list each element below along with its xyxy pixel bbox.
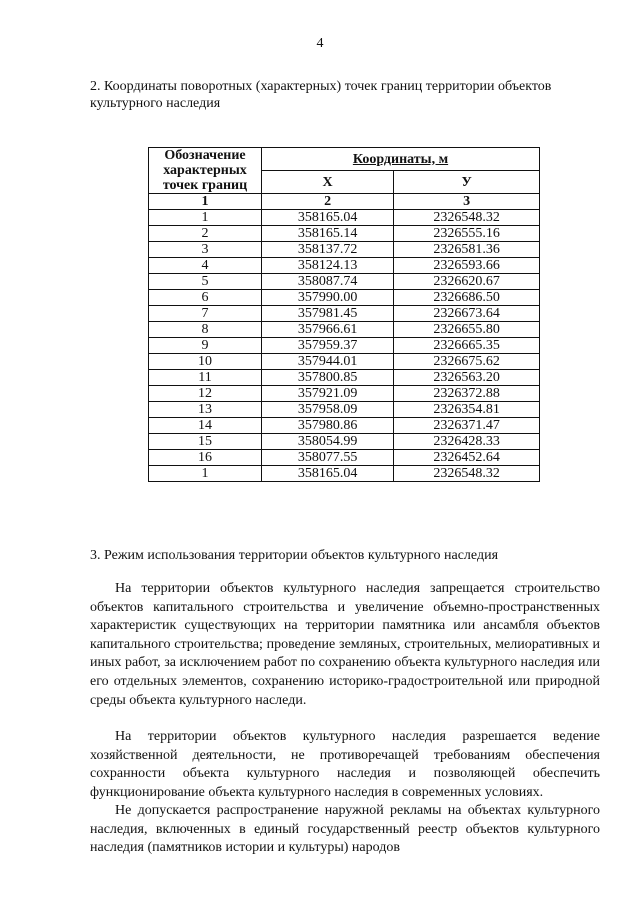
x-cell: 358124.13 [262,258,394,274]
page-number: 4 [316,36,324,51]
table-row [149,418,540,434]
y-cell: 2326428.33 [394,434,540,450]
column-number-1: 1 [149,194,262,210]
x-cell: 358165.04 [262,466,394,482]
point-cell: 1 [149,210,262,226]
table-row [149,370,540,386]
y-cell: 2326593.66 [394,258,540,274]
point-cell: 8 [149,322,262,338]
y-cell: 2326372.88 [394,386,540,402]
table-row [149,226,540,242]
y-cell: 2326354.81 [394,402,540,418]
table-row [149,306,540,322]
y-cell: 2326665.35 [394,338,540,354]
section-3-heading: 3. Режим использования территории объектов культурного наследия [90,548,499,563]
paragraph-text: На территории объектов культурного наследия запрещается строительство объектов капитального строительства и увеличение объемно-пространственных характеристик существующих на территории памятника или ансамбля объектов капитального строительства; проведение земляных, строительных, мелиоративных и иных работ, за исключением работ по сохранению объекта культурного наследия или его отдельных элементов, сохранению историко-градостроительной или природной среды объекта культурного наследи. [90,581,600,708]
table-row [149,274,540,290]
point-cell: 13 [149,402,262,418]
table-row [149,322,540,338]
point-cell: 12 [149,386,262,402]
x-cell: 357959.37 [262,338,394,354]
x-cell: 357981.45 [262,306,394,322]
y-cell: 2326675.62 [394,354,540,370]
point-cell: 5 [149,274,262,290]
point-cell: 9 [149,338,262,354]
table-row [149,386,540,402]
header-x: X [262,171,394,194]
x-cell: 357800.85 [262,370,394,386]
y-cell: 2326655.80 [394,322,540,338]
table-row [149,466,540,482]
point-cell: 15 [149,434,262,450]
column-number-3: 3 [394,194,540,210]
point-cell: 6 [149,290,262,306]
x-cell: 358087.74 [262,274,394,290]
point-cell: 14 [149,418,262,434]
y-cell: 2326555.16 [394,226,540,242]
point-cell: 2 [149,226,262,242]
paragraph-prohibitions [90,580,600,710]
y-cell: 2326452.64 [394,450,540,466]
x-cell: 357944.01 [262,354,394,370]
table-row [149,338,540,354]
paragraph-permitted-activity [90,728,600,802]
y-cell: 2326548.32 [394,466,540,482]
point-cell: 3 [149,242,262,258]
y-cell: 2326371.47 [394,418,540,434]
table-row [149,210,540,226]
table-row [149,450,540,466]
header-y: У [394,171,540,194]
x-cell: 358137.72 [262,242,394,258]
paragraph-text: На территории объектов культурного наследия разрешается ведение хозяйственной деятельности, не противоречащей требованиям обеспечения сохранности объекта культурного наследия и позволяющей обеспечить функционирование объекта культурного наследия в современных условиях. [90,729,600,800]
point-cell: 4 [149,258,262,274]
x-cell: 358165.04 [262,210,394,226]
header-coordinates: Координаты, м [262,148,540,171]
table-row [149,354,540,370]
section-2-heading: 2. Координаты поворотных (характерных) точек границ территории объектов культурного наследия [90,79,552,111]
table-row [149,258,540,274]
y-cell: 2326563.20 [394,370,540,386]
table-row [149,290,540,306]
x-cell: 357966.61 [262,322,394,338]
y-cell: 2326548.32 [394,210,540,226]
header-point-label: Обозначение характерных точек границ [149,148,262,194]
table-row [149,402,540,418]
coordinates-table [148,147,540,482]
paragraph-text: Не допускается распространение наружной рекламы на объектах культурного наследия, включенных в единый государственный реестр объектов культурного наследия (памятников истории и культуры) народов [90,803,600,856]
table-row [149,242,540,258]
y-cell: 2326686.50 [394,290,540,306]
point-cell: 10 [149,354,262,370]
x-cell: 357990.00 [262,290,394,306]
x-cell: 358054.99 [262,434,394,450]
table-row [149,434,540,450]
x-cell: 358165.14 [262,226,394,242]
coordinates-table-body [149,210,540,482]
x-cell: 357921.09 [262,386,394,402]
point-cell: 16 [149,450,262,466]
column-number-2: 2 [262,194,394,210]
point-cell: 11 [149,370,262,386]
y-cell: 2326673.64 [394,306,540,322]
point-cell: 1 [149,466,262,482]
y-cell: 2326581.36 [394,242,540,258]
paragraph-advertising [90,802,600,858]
x-cell: 357958.09 [262,402,394,418]
point-cell: 7 [149,306,262,322]
y-cell: 2326620.67 [394,274,540,290]
x-cell: 357980.86 [262,418,394,434]
x-cell: 358077.55 [262,450,394,466]
